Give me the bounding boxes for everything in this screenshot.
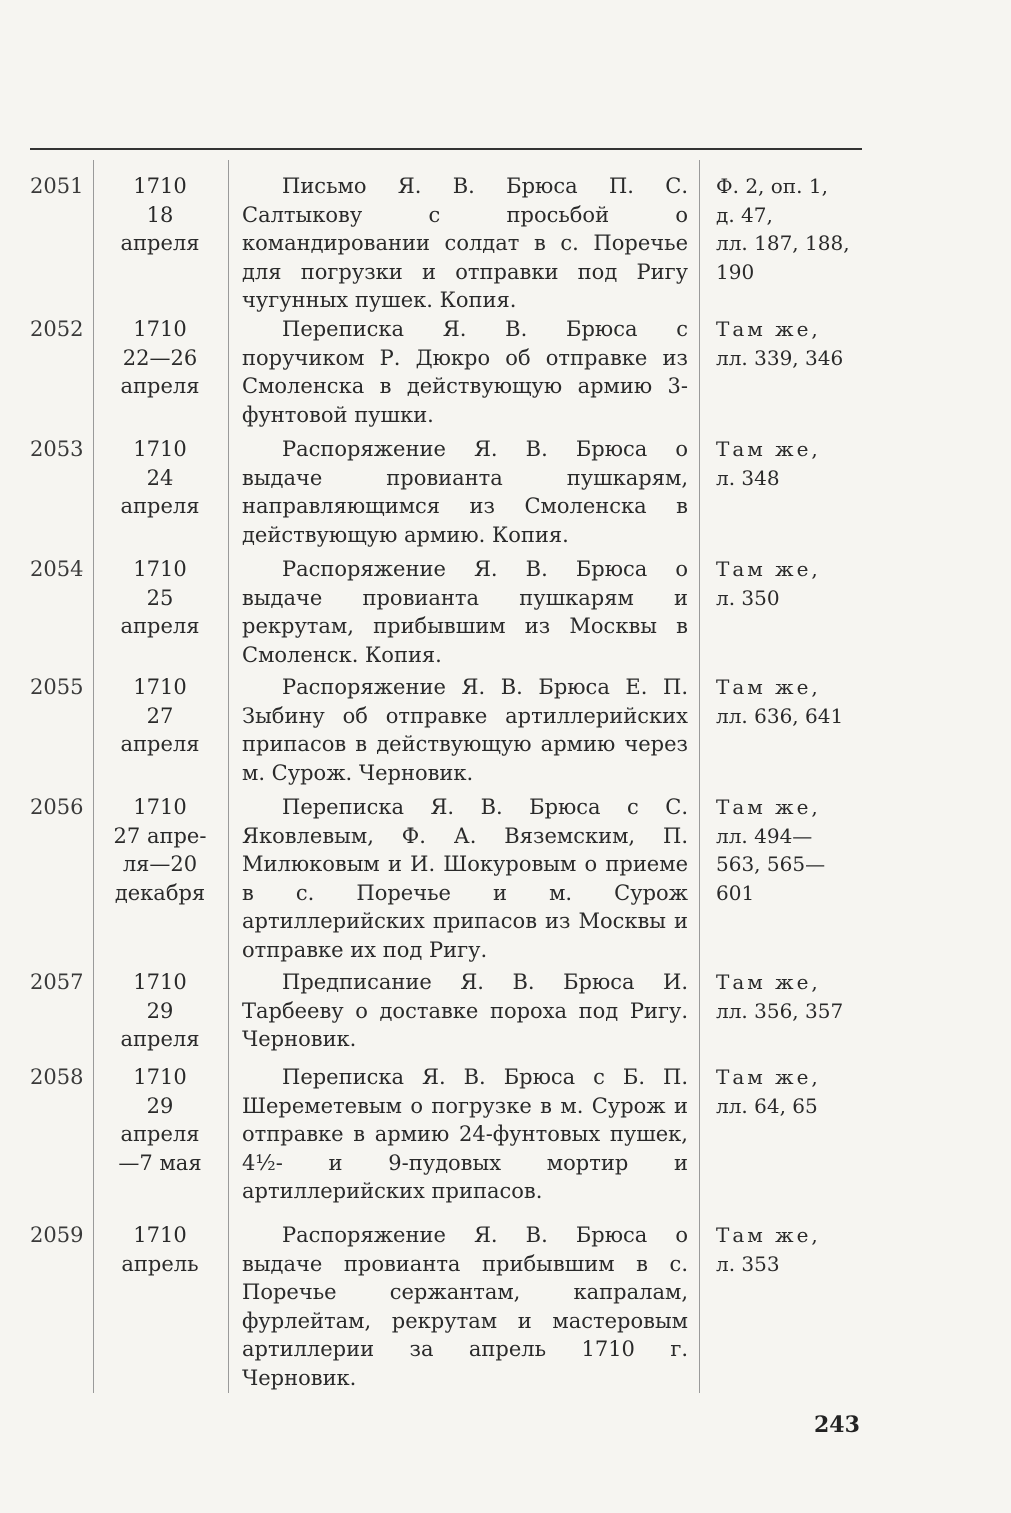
date-line: 29 — [146, 1093, 174, 1118]
ref-line: д. 47, — [716, 202, 773, 227]
entry-description: Распоряжение Я. В. Брюса о выдаче провианта пушкарям и рекрутам, прибывшим из Москвы в Смоленск. Копия. — [242, 557, 688, 667]
entry-description: Распоряжение Я. В. Брюса о выдаче провианта пушкарям, направляющимся из Смоленска в действующую армию. Копия. — [242, 437, 688, 547]
entry-reference — [716, 673, 866, 730]
ref-line: 190 — [716, 259, 755, 284]
table-row — [0, 1221, 1011, 1390]
entry-reference — [716, 435, 866, 492]
date-line: 24 — [146, 465, 174, 490]
date-line: 27 апре- — [113, 823, 207, 848]
entry-reference — [716, 315, 866, 372]
date-line: декабря — [114, 880, 206, 905]
entry-description: Предписание Я. В. Брюса И. Тарбееву о доставке пороха под Ригу. Черновик. — [242, 970, 688, 1051]
entry-description: Переписка Я. В. Брюса с С. Яковлевым, Ф. А. Вяземским, П. Милюковым и И. Шокуровым о приеме в с. Поречье и м. Сурож артиллерийских припасов из Москвы и отправке их под Ригу. — [242, 795, 688, 962]
ref-line: лл. 339, 346 — [716, 345, 844, 370]
entry-number: 2057 — [30, 970, 84, 994]
ref-line: лл. 187, 188, — [716, 231, 850, 255]
date-line: 29 — [146, 998, 174, 1023]
date-line: 1710 — [133, 174, 187, 198]
ref-line: Там же, — [716, 1065, 821, 1089]
entry-number: 2058 — [30, 1065, 84, 1089]
date-line: апреля — [120, 614, 200, 638]
date-line: 1710 — [133, 317, 187, 341]
table-row — [0, 1063, 1011, 1221]
ref-line: Там же, — [716, 1223, 821, 1247]
date-line: 22—26 — [122, 345, 198, 370]
ref-line: Там же, — [716, 317, 821, 341]
date-line: 1710 — [133, 675, 187, 699]
entry-description: Переписка Я. В. Брюса с поручиком Р. Дюкро об отправке из Смоленска в действующую армию 3-фунтовой пушки. — [242, 317, 688, 427]
ref-line: лл. 64, 65 — [716, 1093, 818, 1118]
ref-line: лл. 636, 641 — [716, 703, 844, 728]
ref-line: л. 350 — [716, 585, 780, 610]
entry-date — [98, 315, 222, 401]
table-row — [0, 172, 1011, 315]
entry-description: Письмо Я. В. Брюса П. С. Салтыкову с просьбой о командировании солдат в с. Поречье для погрузки и отправки под Ригу чугунных пушек. Копия. — [242, 174, 688, 312]
ref-line: Ф. 2, оп. 1, — [716, 174, 828, 198]
date-line: апреля — [120, 1027, 200, 1051]
entry-number: 2054 — [30, 557, 84, 581]
entry-number: 2055 — [30, 675, 84, 699]
ref-line: Там же, — [716, 557, 821, 581]
date-line: апреля — [120, 732, 200, 756]
ref-line: Там же, — [716, 795, 821, 819]
date-line: 1710 — [133, 970, 187, 994]
table-row — [0, 968, 1011, 1063]
date-line: 1710 — [133, 437, 187, 461]
ref-line: Там же, — [716, 675, 821, 699]
date-line: 1710 — [133, 1065, 187, 1089]
entry-reference — [716, 1221, 866, 1278]
entry-description: Распоряжение Я. В. Брюса о выдаче провианта прибывшим в с. Поречье сержантам, капралам, фурлейтам, рекрутам и мастеровым артиллерии за апрель 1710 г. Черновик. — [242, 1223, 688, 1390]
entry-description: Распоряжение Я. В. Брюса Е. П. Зыбину об отправке артиллерийских припасов в действующую армию через м. Сурож. Черновик. — [242, 675, 688, 785]
entry-date — [98, 673, 222, 759]
date-line: 1710 — [133, 557, 187, 581]
ref-line: 563, 565— — [716, 852, 826, 876]
top-rule — [30, 148, 862, 150]
date-line: апреля — [120, 231, 200, 255]
date-line: 25 — [146, 585, 174, 610]
entry-date — [98, 435, 222, 521]
ref-line: Там же, — [716, 437, 821, 461]
date-line: 1710 — [133, 795, 187, 819]
table-row — [0, 673, 1011, 793]
entry-date — [98, 793, 222, 907]
date-line: апрель — [121, 1251, 199, 1276]
ref-line: 601 — [716, 880, 755, 905]
date-line: ля—20 — [122, 852, 198, 876]
ref-line: Там же, — [716, 970, 821, 994]
date-line: апреля — [120, 1122, 200, 1146]
entry-reference — [716, 172, 866, 286]
ref-line: л. 353 — [716, 1251, 780, 1276]
ref-line: л. 348 — [716, 465, 780, 490]
date-line: апреля — [120, 374, 200, 398]
entry-reference — [716, 793, 866, 907]
entry-date — [98, 1063, 222, 1177]
entry-number: 2056 — [30, 795, 84, 819]
ref-line: лл. 356, 357 — [716, 998, 844, 1023]
entry-reference — [716, 555, 866, 612]
table-row — [0, 555, 1011, 673]
table-row — [0, 315, 1011, 435]
table-row — [0, 435, 1011, 555]
ref-line: лл. 494— — [716, 823, 813, 848]
entry-reference — [716, 968, 866, 1025]
entry-date — [98, 172, 222, 258]
page-number: 243 — [814, 1412, 860, 1438]
date-line: 18 — [146, 202, 174, 227]
date-line: —7 мая — [118, 1150, 202, 1175]
date-line: апреля — [120, 494, 200, 518]
entry-number: 2052 — [30, 317, 84, 341]
entry-number: 2059 — [30, 1223, 84, 1247]
catalog-table — [0, 172, 1011, 1390]
entry-date — [98, 1221, 222, 1278]
entry-description: Переписка Я. В. Брюса с Б. П. Шереметевым о погрузке в м. Сурож и отправке в армию 24-фунтовых пушек, 4½- и 9-пудовых мортир и артиллерийских припасов. — [242, 1065, 688, 1203]
entry-date — [98, 968, 222, 1054]
date-line: 1710 — [133, 1223, 187, 1247]
entry-number: 2053 — [30, 437, 84, 461]
table-row — [0, 793, 1011, 968]
entry-number: 2051 — [30, 174, 84, 198]
date-line: 27 — [146, 703, 174, 728]
entry-reference — [716, 1063, 866, 1120]
entry-date — [98, 555, 222, 641]
